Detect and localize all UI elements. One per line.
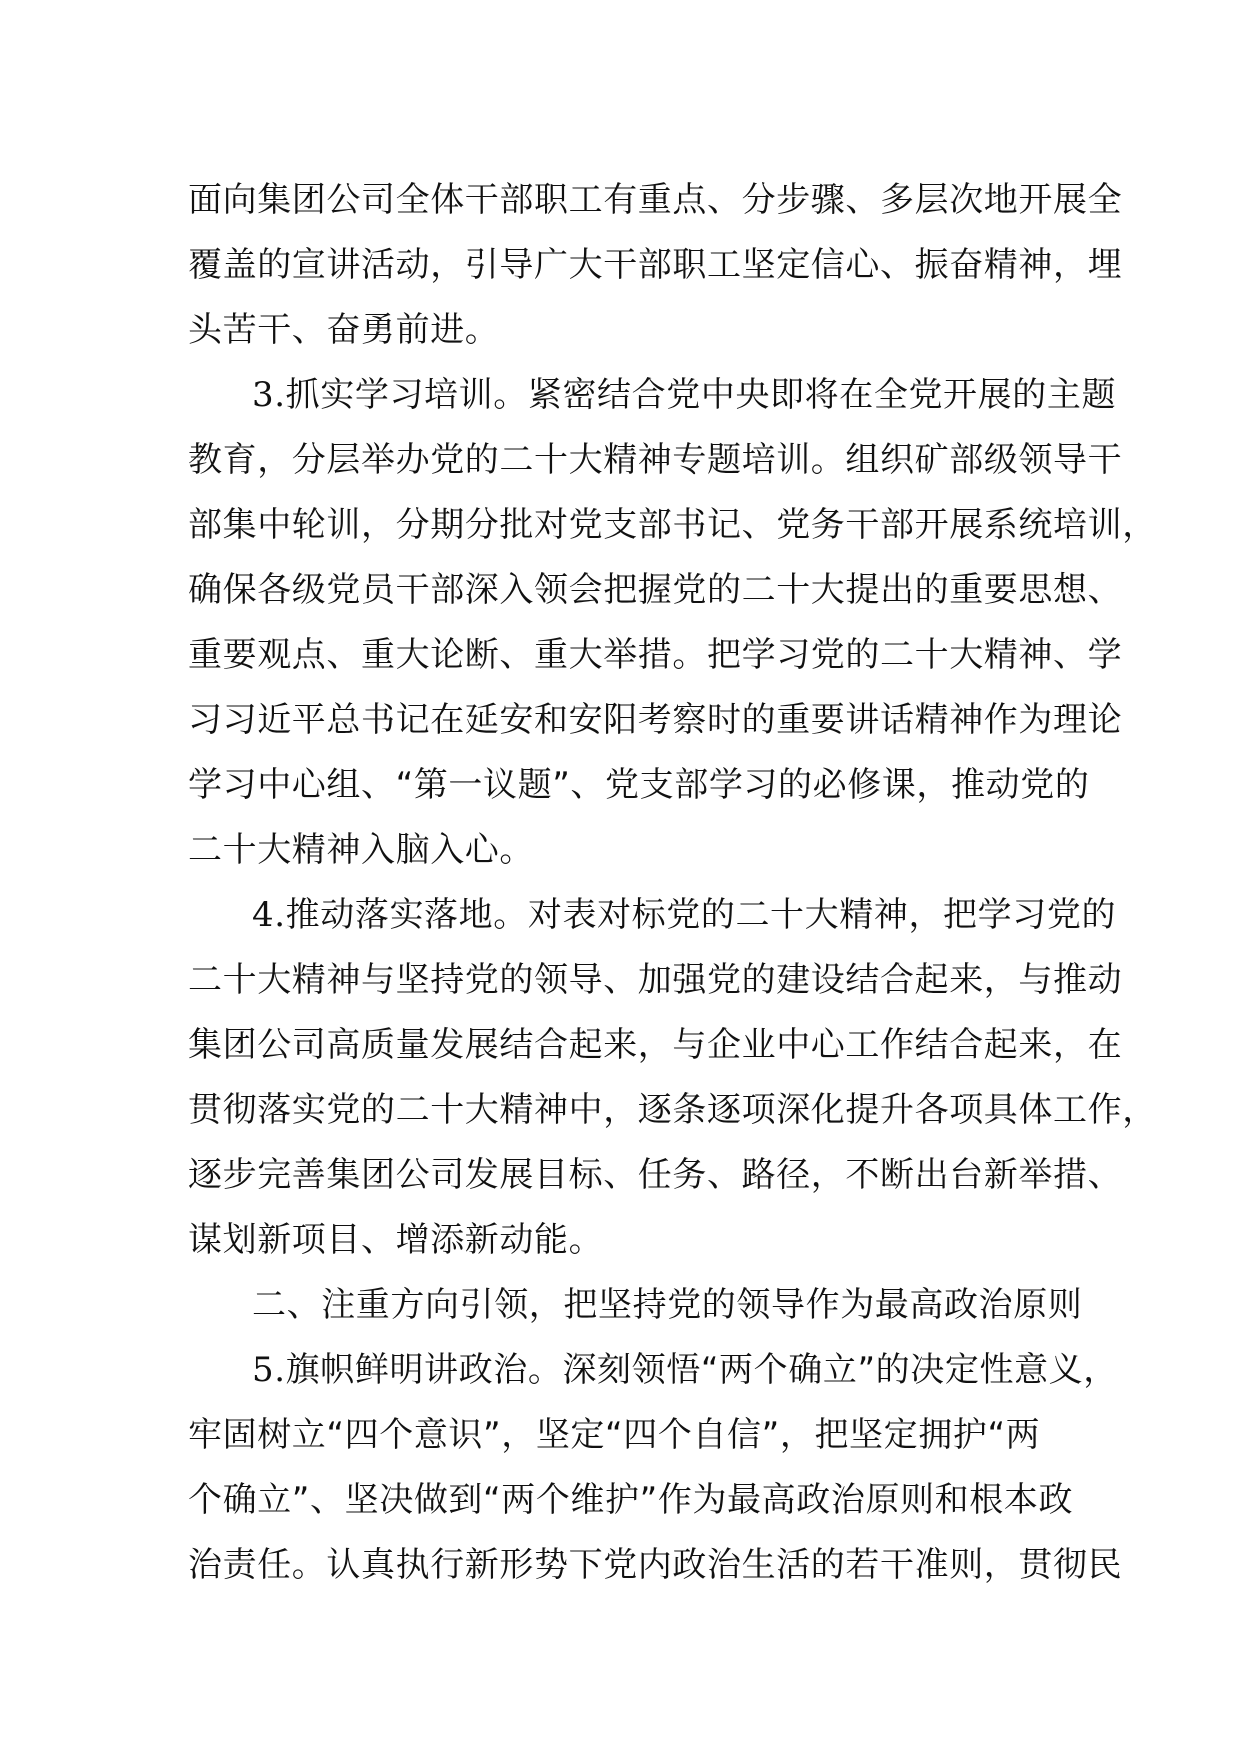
body-line: 集团公司高质量发展结合起来，与企业中心工作结合起来，在 [188,1025,1123,1065]
item-text: 旗帜鲜明讲政治。深刻领悟“两个确立”的决定性意义， [285,1350,1118,1390]
body-line: 二十大精神与坚持党的领导、加强党的建设结合起来，与推动 [188,960,1123,1000]
item-4-first-line [188,883,1117,948]
item-number: 3. [252,375,286,415]
body-line: 谋划新项目、增添新动能。 [188,1220,604,1260]
body-line: 头苦干、奋勇前进。 [188,310,500,350]
item-5-first-line [188,1338,1118,1403]
body-line: 个确立”、坚决做到“两个维护”作为最高政治原则和根本政 [188,1480,1074,1520]
item-text: 推动落实落地。对表对标党的二十大精神，把学习党的 [285,895,1117,935]
document-body [188,168,1157,1598]
body-line: 部集中轮训，分期分批对党支部书记、党务干部开展系统培训， [188,505,1157,545]
body-line: 牢固树立“四个意识”，坚定“四个自信”，把坚定拥护“两 [188,1415,1041,1455]
body-line: 习习近平总书记在延安和安阳考察时的重要讲话精神作为理论 [188,700,1123,740]
body-line: 二十大精神入脑入心。 [188,830,534,870]
item-text: 抓实学习培训。紧密结合党中央即将在全党开展的主题 [285,375,1117,415]
item-number: 4. [252,895,286,935]
body-line: 面向集团公司全体干部职工有重点、分步骤、多层次地开展全 [188,180,1123,220]
body-line: 逐步完善集团公司发展目标、任务、路径，不断出台新举措、 [188,1155,1123,1195]
body-line: 覆盖的宣讲活动，引导广大干部职工坚定信心、振奋精神，埋 [188,245,1123,285]
body-line: 教育，分层举办党的二十大精神专题培训。组织矿部级领导干 [188,440,1123,480]
body-line: 学习中心组、“第一议题”、党支部学习的必修课，推动党的 [188,765,1090,805]
body-line: 治责任。认真执行新形势下党内政治生活的若干准则，贯彻民 [188,1545,1123,1585]
item-3-first-line [188,363,1117,428]
body-line: 重要观点、重大论断、重大举措。把学习党的二十大精神、学 [188,635,1123,675]
item-number: 5. [252,1350,286,1390]
body-line: 贯彻落实党的二十大精神中，逐条逐项深化提升各项具体工作， [188,1090,1157,1130]
body-line: 确保各级党员干部深入领会把握党的二十大提出的重要思想、 [188,570,1123,610]
section-heading: 二、注重方向引领，把坚持党的领导作为最高政治原则 [252,1285,1083,1325]
